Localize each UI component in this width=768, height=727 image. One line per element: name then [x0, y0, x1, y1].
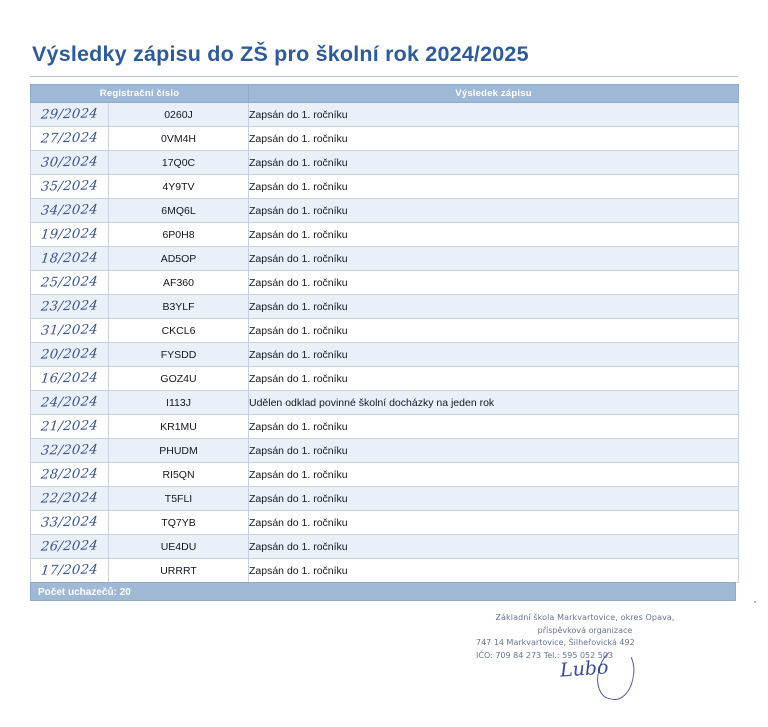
handwritten-text: 27/2024	[40, 130, 99, 147]
enrollment-result: Zapsán do 1. ročníku	[249, 151, 739, 175]
handwritten-text: 17/2024	[40, 562, 99, 579]
registration-code: AF360	[109, 271, 249, 295]
table-row	[31, 535, 739, 559]
handwritten-text: 31/2024	[40, 322, 99, 339]
handwritten-text: 23/2024	[40, 298, 99, 315]
registration-code: CKCL6	[109, 319, 249, 343]
table-row	[31, 415, 739, 439]
enrollment-result: Zapsán do 1. ročníku	[249, 487, 739, 511]
handwritten-registration-number	[31, 343, 109, 367]
table-row	[31, 175, 739, 199]
handwritten-text: 30/2024	[40, 154, 99, 171]
enrollment-result: Zapsán do 1. ročníku	[249, 175, 739, 199]
table-row	[31, 487, 739, 511]
school-stamp	[470, 612, 700, 662]
enrollment-result: Zapsán do 1. ročníku	[249, 103, 739, 127]
handwritten-text: 33/2024	[40, 514, 99, 531]
enrollment-result: Zapsán do 1. ročníku	[249, 463, 739, 487]
registration-code: 4Y9TV	[109, 175, 249, 199]
registration-code: FYSDD	[109, 343, 249, 367]
table-row	[31, 559, 739, 583]
handwritten-text: 28/2024	[40, 466, 99, 483]
handwritten-registration-number	[31, 463, 109, 487]
handwritten-text: 16/2024	[40, 370, 99, 387]
column-header-registration-number: Registrační číslo	[31, 85, 249, 103]
handwritten-registration-number	[31, 367, 109, 391]
registration-code: 0VM4H	[109, 127, 249, 151]
table-row	[31, 439, 739, 463]
handwritten-registration-number	[31, 511, 109, 535]
handwritten-registration-number	[31, 415, 109, 439]
registration-code: PHUDM	[109, 439, 249, 463]
handwritten-text: 25/2024	[40, 274, 99, 291]
handwritten-registration-number	[31, 127, 109, 151]
registration-code: 6P0H8	[109, 223, 249, 247]
registration-code: B3YLF	[109, 295, 249, 319]
registration-code: RI5QN	[109, 463, 249, 487]
page-edge-mark	[754, 601, 756, 603]
handwritten-text: 21/2024	[40, 418, 99, 435]
enrollment-result: Zapsán do 1. ročníku	[249, 271, 739, 295]
results-table	[30, 84, 739, 583]
handwritten-registration-number	[31, 487, 109, 511]
handwritten-registration-number	[31, 535, 109, 559]
table-row	[31, 247, 739, 271]
enrollment-result: Zapsán do 1. ročníku	[249, 343, 739, 367]
handwritten-text: 18/2024	[40, 250, 99, 267]
stamp-line-ico-phone: IČO: 709 84 273 Tel.: 595 052 503	[476, 650, 614, 660]
registration-code: AD5OP	[109, 247, 249, 271]
handwritten-text: 24/2024	[40, 394, 99, 411]
page-title: Výsledky zápisu do ZŠ pro školní rok 2024/2025	[32, 42, 529, 66]
candidate-count-bar: Počet uchazečů: 20	[30, 582, 736, 601]
stamp-line-address: 747 14 Markvartovice, Šilheřovická 492	[476, 638, 635, 647]
enrollment-result: Zapsán do 1. ročníku	[249, 127, 739, 151]
registration-code: URRRT	[109, 559, 249, 583]
enrollment-result: Zapsán do 1. ročníku	[249, 295, 739, 319]
table-row	[31, 127, 739, 151]
handwritten-signature: Lubo	[559, 656, 610, 682]
enrollment-result: Zapsán do 1. ročníku	[249, 199, 739, 223]
results-table-container	[30, 84, 738, 601]
enrollment-result: Zapsán do 1. ročníku	[249, 511, 739, 535]
enrollment-result: Zapsán do 1. ročníku	[249, 247, 739, 271]
table-header	[31, 85, 739, 103]
registration-code: 6MQ6L	[109, 199, 249, 223]
handwritten-text: 22/2024	[40, 490, 99, 507]
enrollment-result: Zapsán do 1. ročníku	[249, 535, 739, 559]
enrollment-result: Zapsán do 1. ročníku	[249, 319, 739, 343]
registration-code: UE4DU	[109, 535, 249, 559]
enrollment-result: Zapsán do 1. ročníku	[249, 367, 739, 391]
handwritten-registration-number	[31, 271, 109, 295]
table-body	[31, 103, 739, 583]
registration-code: I113J	[109, 391, 249, 415]
registration-code: 0260J	[109, 103, 249, 127]
handwritten-registration-number	[31, 223, 109, 247]
stamp-line-organization: příspěvková organizace	[537, 625, 633, 635]
handwritten-registration-number	[31, 199, 109, 223]
stamp-line-school-name: Základní škola Markvartovice, okres Opava,	[495, 613, 675, 622]
handwritten-text: 19/2024	[40, 226, 99, 243]
table-row	[31, 103, 739, 127]
table-row	[31, 295, 739, 319]
handwritten-text: 34/2024	[40, 202, 99, 219]
table-row	[31, 367, 739, 391]
enrollment-result: Udělen odklad povinné školní docházky na jeden rok	[249, 391, 739, 415]
handwritten-text: 29/2024	[40, 106, 99, 123]
registration-code: TQ7YB	[109, 511, 249, 535]
handwritten-registration-number	[31, 247, 109, 271]
handwritten-text: 20/2024	[40, 346, 99, 363]
table-row	[31, 151, 739, 175]
handwritten-registration-number	[31, 391, 109, 415]
handwritten-text: 35/2024	[40, 178, 99, 195]
handwritten-registration-number	[31, 295, 109, 319]
enrollment-result: Zapsán do 1. ročníku	[249, 559, 739, 583]
table-row	[31, 511, 739, 535]
table-row	[31, 343, 739, 367]
enrollment-result: Zapsán do 1. ročníku	[249, 223, 739, 247]
handwritten-registration-number	[31, 151, 109, 175]
handwritten-registration-number	[31, 175, 109, 199]
handwritten-registration-number	[31, 439, 109, 463]
handwritten-registration-number	[31, 559, 109, 583]
title-divider	[30, 76, 738, 77]
table-row	[31, 319, 739, 343]
column-header-result: Výsledek zápisu	[249, 85, 739, 103]
handwritten-text: 26/2024	[40, 538, 99, 555]
table-header-row	[31, 85, 739, 103]
registration-code: GOZ4U	[109, 367, 249, 391]
registration-code: 17Q0C	[109, 151, 249, 175]
table-row	[31, 199, 739, 223]
handwritten-text: 32/2024	[40, 442, 99, 459]
registration-code: KR1MU	[109, 415, 249, 439]
enrollment-result: Zapsán do 1. ročníku	[249, 439, 739, 463]
table-row	[31, 271, 739, 295]
table-row	[31, 223, 739, 247]
table-row	[31, 463, 739, 487]
table-row	[31, 391, 739, 415]
registration-code: T5FLI	[109, 487, 249, 511]
handwritten-registration-number	[31, 319, 109, 343]
enrollment-result: Zapsán do 1. ročníku	[249, 415, 739, 439]
handwritten-registration-number	[31, 103, 109, 127]
